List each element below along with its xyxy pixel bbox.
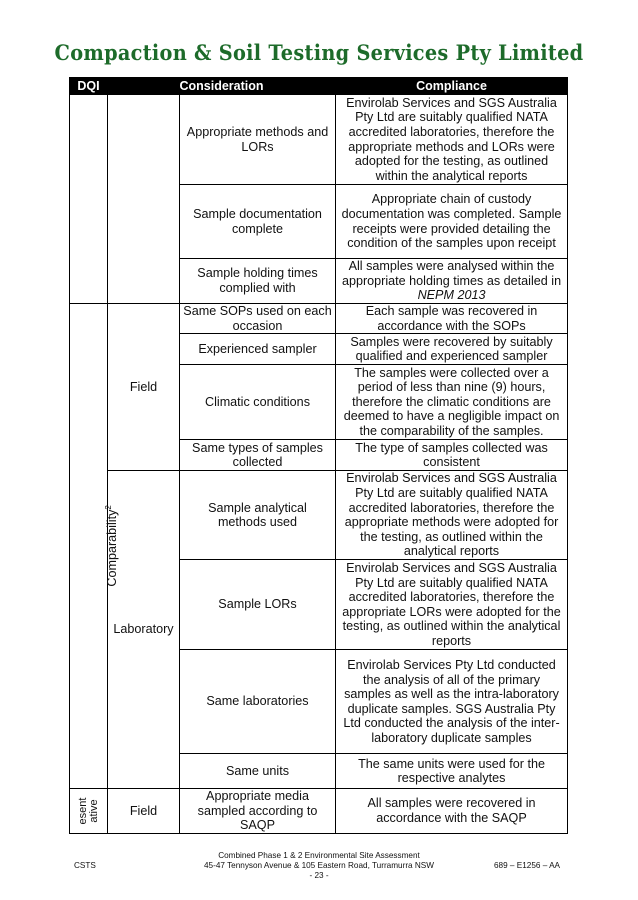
sub-cell-field: Field: [108, 304, 180, 471]
table-header-row: [70, 78, 568, 95]
dqi-cell-blank: [70, 95, 108, 304]
compliance-cell: Envirolab Services and SGS Australia Pty Ltd are suitably qualified NATA accredited laboratories, therefore the appropriate methods were adopted for the testing, as outlined within the analytical reports: [336, 471, 568, 560]
footer-address: 45-47 Tennyson Avenue & 105 Eastern Road, Turramurra NSW: [204, 861, 434, 870]
consideration-cell: Climatic conditions: [180, 365, 336, 440]
consideration-cell: Sample LORs: [180, 560, 336, 650]
table-row: [70, 304, 568, 334]
header-consideration: Consideration: [108, 78, 336, 95]
compliance-cell: All samples were recovered in accordance with the SAQP: [336, 789, 568, 834]
page-title: Compaction & Soil Testing Services Pty Limited: [54, 40, 584, 65]
dqi-label-comparability: [102, 505, 120, 586]
footer-company: CSTS: [74, 861, 96, 870]
compliance-cell: The samples were collected over a period of less than nine (9) hours, therefore the climatic conditions are deemed to have a negligible impact on the comparability of the samples.: [336, 365, 568, 440]
consideration-cell: Sample analytical methods used: [180, 471, 336, 560]
consideration-cell: Same types of samples collected: [180, 440, 336, 471]
sub-cell-laboratory: Laboratory: [108, 471, 180, 789]
table-row: [70, 95, 568, 185]
compliance-cell: The same units were used for the respective analytes: [336, 754, 568, 789]
consideration-cell: Appropriate methods and LORs: [180, 95, 336, 185]
sub-cell-blank: [108, 95, 180, 304]
footer-reference: 689 – E1256 – AA: [493, 861, 560, 870]
compliance-cell: Samples were recovered by suitably qualified and experienced sampler: [336, 334, 568, 365]
dqi-cell-representativeness: [70, 789, 108, 834]
dqi-table: [69, 77, 568, 834]
consideration-cell: Sample holding times complied with: [180, 259, 336, 304]
compliance-cell: Envirolab Services and SGS Australia Pty Ltd are suitably qualified NATA accredited laboratories, therefore the appropriate LORs were adopted for the testing, as outlined within the analytical reports: [336, 560, 568, 650]
compliance-cell: Each sample was recovered in accordance with the SOPs: [336, 304, 568, 334]
compliance-cell: Envirolab Services and SGS Australia Pty Ltd are suitably qualified NATA accredited laboratories, therefore the appropriate methods and LORs were adopted for the testing, as outlined within the analytical reports: [336, 95, 568, 185]
compliance-cell: [336, 259, 568, 304]
comparability-footnote: 2: [103, 505, 113, 510]
compliance-cell: Envirolab Services Pty Ltd conducted the analysis of all of the primary samples as well as the intra-laboratory duplicate samples. SGS Australia Pty Ltd conducted the analysis of the inter-laboratory duplicate samples: [336, 650, 568, 754]
sub-cell-field: Field: [108, 789, 180, 834]
compliance-text: All samples were analysed within the appropriate holding times as detailed in: [341, 259, 562, 288]
comparability-text: Comparability: [105, 509, 120, 587]
consideration-cell: Same units: [180, 754, 336, 789]
compliance-cell: The type of samples collected was consistent: [336, 440, 568, 471]
table-row: [70, 789, 568, 834]
consideration-cell: Appropriate media sampled according to SAQP: [180, 789, 336, 834]
footer-report-title: Combined Phase 1 & 2 Environmental Site Assessment: [218, 851, 420, 860]
footer-page-number: - 23 -: [309, 871, 329, 880]
consideration-cell: Experienced sampler: [180, 334, 336, 365]
consideration-cell: Same laboratories: [180, 650, 336, 754]
consideration-cell: Same SOPs used on each occasion: [180, 304, 336, 334]
header-compliance: Compliance: [336, 78, 568, 95]
nepm-reference: NEPM 2013: [417, 288, 486, 303]
header-dqi: DQI: [70, 78, 108, 95]
table-row: [70, 471, 568, 560]
dqi-label-representativeness: esent ative: [76, 797, 100, 825]
dqi-cell-comparability: [70, 304, 120, 789]
consideration-cell: Sample documentation complete: [180, 185, 336, 259]
compliance-cell: Appropriate chain of custody documentation was completed. Sample receipts were provided detailing the condition of the samples upon receipt: [336, 185, 568, 259]
